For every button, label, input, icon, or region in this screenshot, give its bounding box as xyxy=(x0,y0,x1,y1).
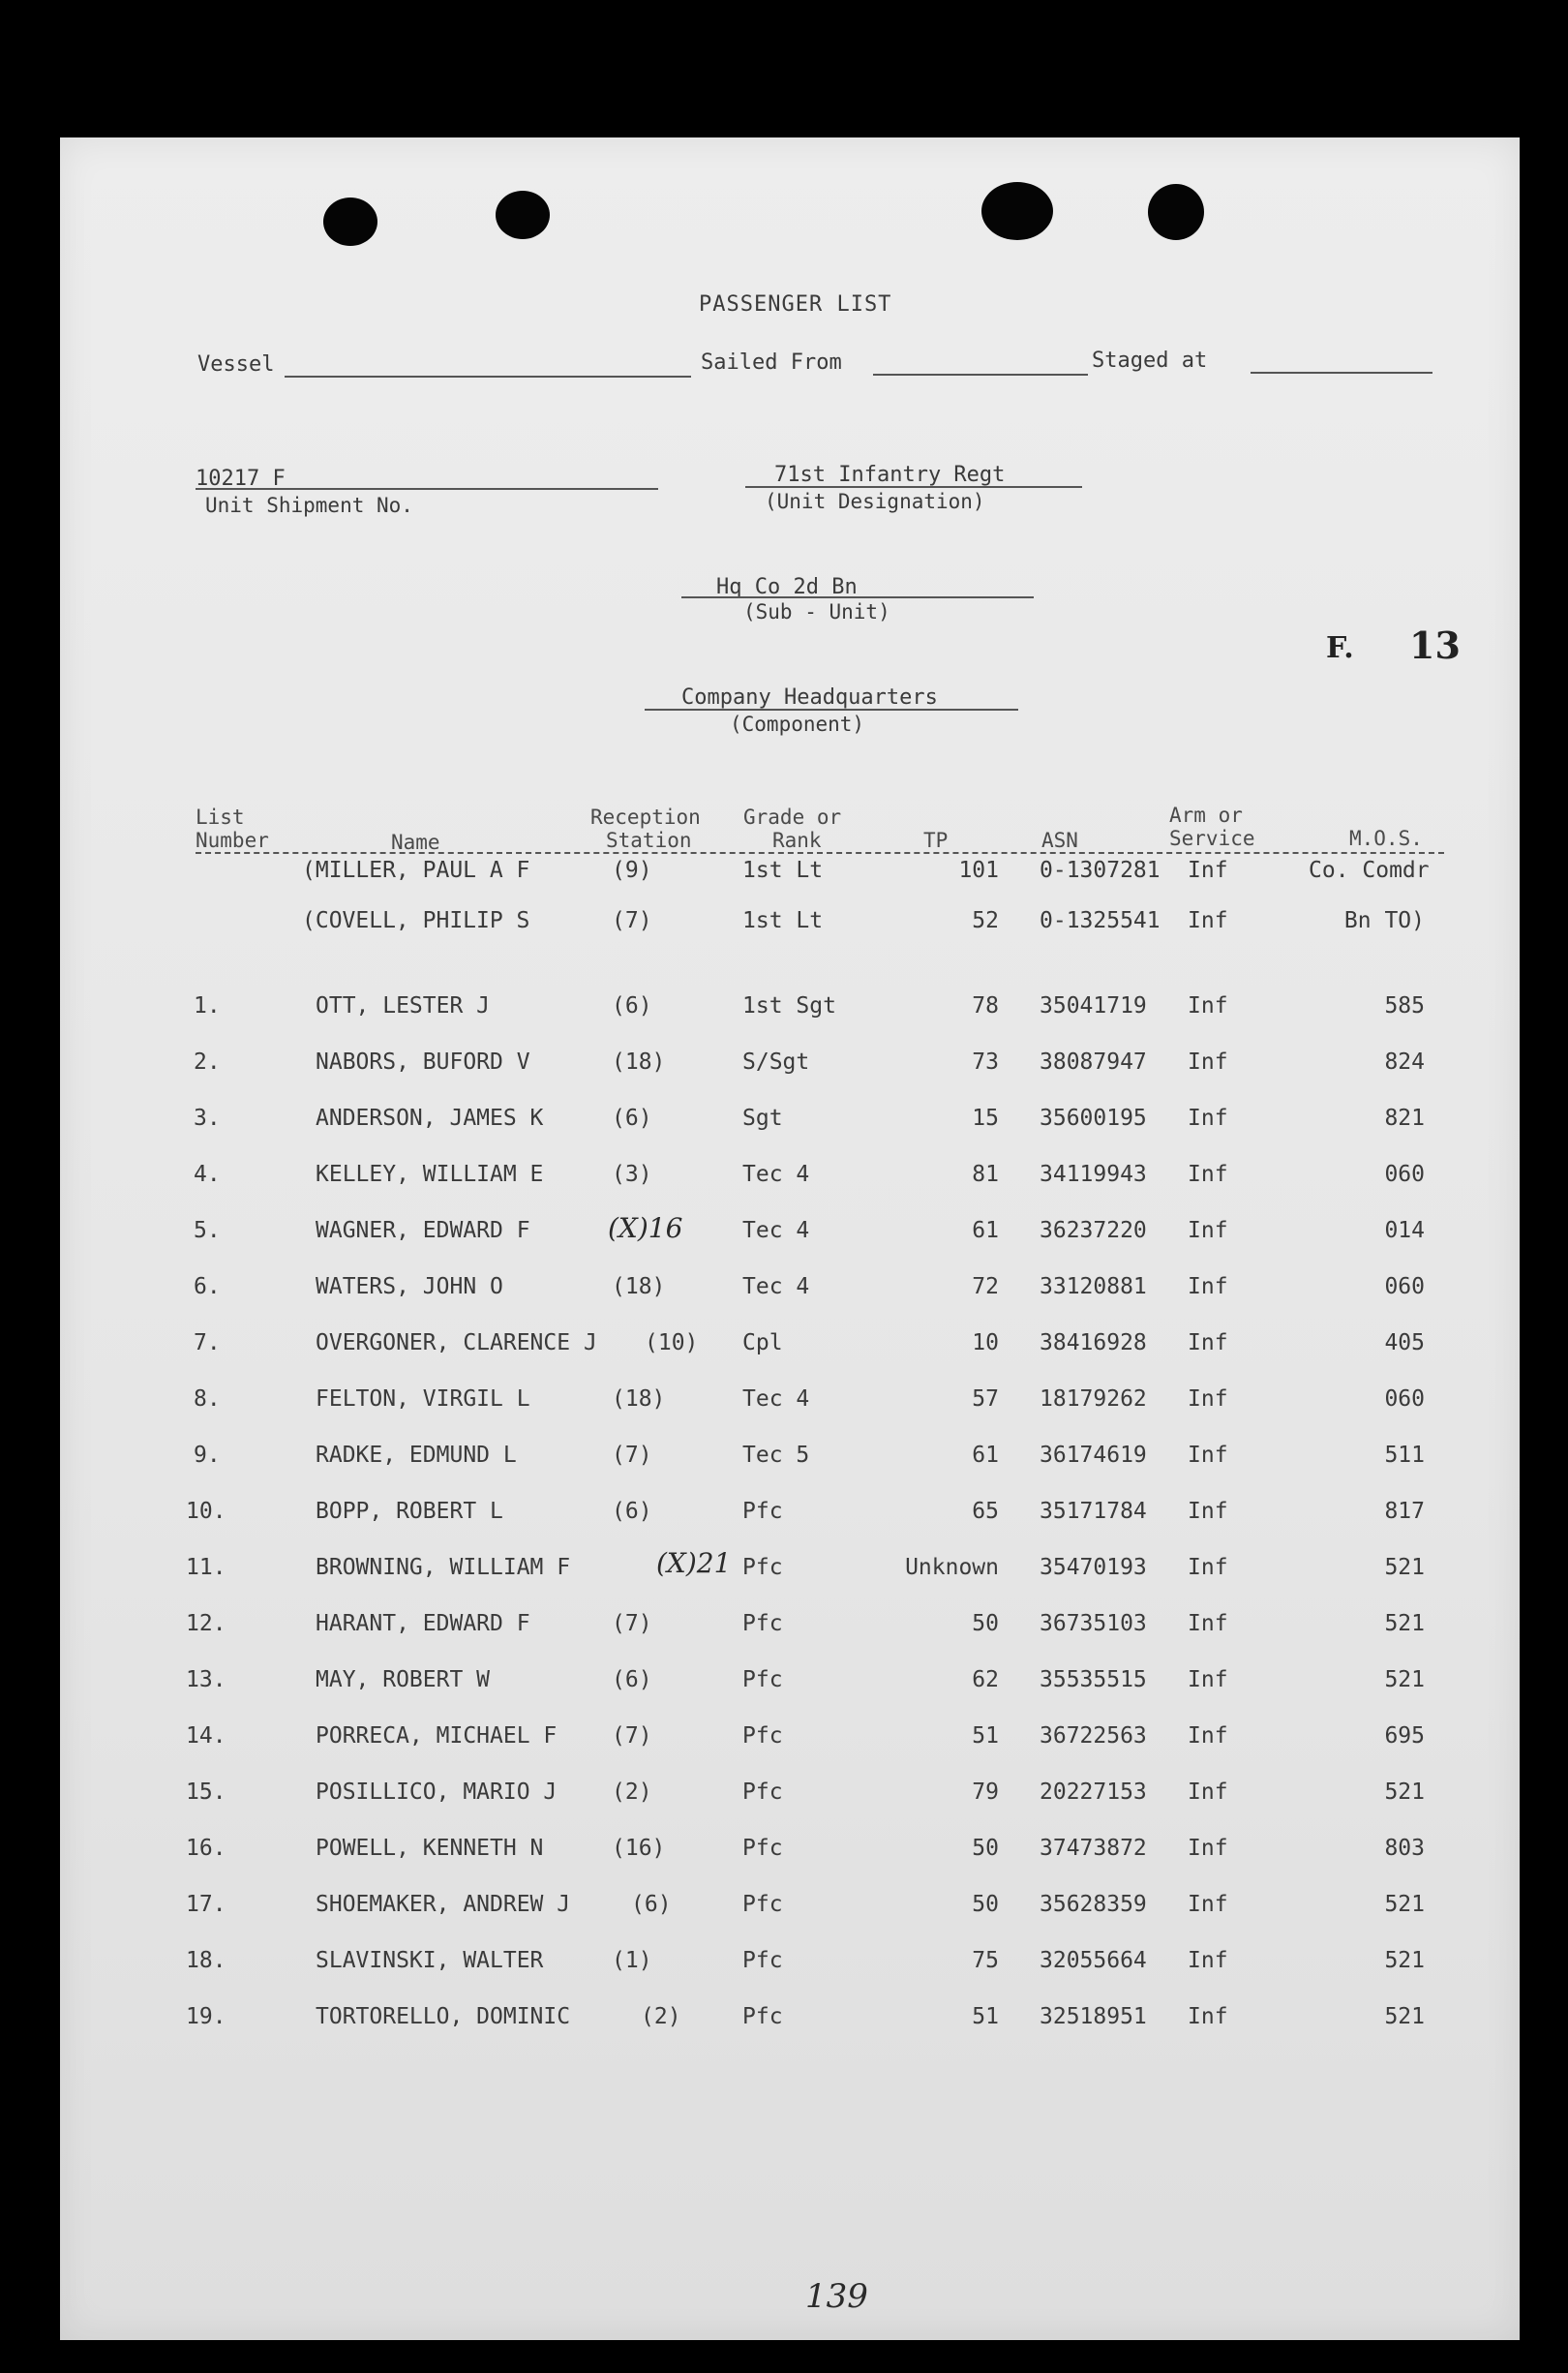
staged-at-line xyxy=(1251,372,1432,374)
col-arm-top: Arm or xyxy=(1169,804,1243,827)
punch-hole xyxy=(496,191,550,239)
col-list-number-bottom: Number xyxy=(196,829,269,852)
vessel-label: Vessel xyxy=(197,352,275,377)
handwritten-mark: (X)16 xyxy=(608,1212,683,1244)
col-asn: ASN xyxy=(1041,829,1078,852)
shipment-number: 10217 F xyxy=(196,467,286,491)
table-row: 5. WAGNER, EDWARD F (X)16 Tec 4 61 36237220 Inf 014 xyxy=(194,1212,1425,1244)
table-row: 3. ANDERSON, JAMES K (6) Sgt 15 35600195 Inf 821 xyxy=(194,1106,1425,1131)
sailed-from-label: Sailed From xyxy=(701,350,842,375)
unit-label: (Unit Designation) xyxy=(765,490,985,513)
component-label: (Component) xyxy=(730,713,865,736)
sub-unit-label: (Sub - Unit) xyxy=(743,600,890,624)
sub-unit-line xyxy=(681,596,1034,598)
document-page xyxy=(60,137,1520,2340)
unit-designation: 71st Infantry Regt xyxy=(774,463,1006,487)
table-row: 12. HARANT, EDWARD F (7) Pfc 50 36735103 Inf 521 xyxy=(186,1611,1425,1636)
punch-hole xyxy=(1148,184,1204,240)
handwritten-mark: (X)21 xyxy=(656,1547,732,1579)
col-name: Name xyxy=(391,831,440,854)
officer-row: (MILLER, PAUL A F (9) 1st Lt 101 0-1307281 Inf Co. Comdr xyxy=(302,858,1430,883)
handwritten-footer: 139 xyxy=(805,2277,868,2316)
table-row: 15. POSILLICO, MARIO J (2) Pfc 79 20227153 Inf 521 xyxy=(186,1780,1425,1805)
table-row: 2. NABORS, BUFORD V (18) S/Sgt 73 38087947 Inf 824 xyxy=(194,1050,1425,1075)
header-underline xyxy=(196,852,1444,854)
table-row: 18. SLAVINSKI, WALTER (1) Pfc 75 32055664 Inf 521 xyxy=(186,1948,1425,1973)
table-row: 8. FELTON, VIRGIL L (18) Tec 4 57 18179262 Inf 060 xyxy=(194,1386,1425,1412)
vessel-line xyxy=(285,376,691,378)
page-mark: F. xyxy=(1326,631,1354,665)
col-grade-top: Grade or xyxy=(743,806,842,829)
col-grade-bottom: Rank xyxy=(772,829,822,852)
staged-at-label: Staged at xyxy=(1092,349,1208,373)
table-row: 1. OTT, LESTER J (6) 1st Sgt 78 35041719 Inf 585 xyxy=(194,993,1425,1019)
table-row: 13. MAY, ROBERT W (6) Pfc 62 35535515 Inf 521 xyxy=(186,1667,1425,1692)
page-title: PASSENGER LIST xyxy=(699,292,892,317)
page-number: 13 xyxy=(1409,624,1461,667)
unit-line xyxy=(745,486,1082,488)
sailed-from-line xyxy=(873,374,1088,376)
table-row: 11. BROWNING, WILLIAM F (X)21 Pfc Unknown 35470193 Inf 521 xyxy=(186,1547,1425,1580)
col-reception-top: Reception xyxy=(590,806,701,829)
col-arm-bottom: Service xyxy=(1169,827,1255,850)
shipment-line xyxy=(196,488,658,490)
table-row: 14. PORRECA, MICHAEL F (7) Pfc 51 36722563 Inf 695 xyxy=(186,1723,1425,1749)
table-row: 16. POWELL, KENNETH N (16) Pfc 50 37473872 Inf 803 xyxy=(186,1836,1425,1861)
col-mos: M.O.S. xyxy=(1349,827,1423,850)
table-row: 4. KELLEY, WILLIAM E (3) Tec 4 81 34119943 Inf 060 xyxy=(194,1162,1425,1187)
table-row: 17. SHOEMAKER, ANDREW J (6) Pfc 50 35628359 Inf 521 xyxy=(186,1892,1425,1917)
col-reception-bottom: Station xyxy=(606,829,692,852)
officer-row: (COVELL, PHILIP S (7) 1st Lt 52 0-1325541 Inf Bn TO) xyxy=(302,908,1425,933)
punch-hole xyxy=(323,198,377,246)
table-row: 9. RADKE, EDMUND L (7) Tec 5 61 36174619 Inf 511 xyxy=(194,1443,1425,1468)
col-list-number-top: List xyxy=(196,806,245,829)
table-row: 19. TORTORELLO, DOMINIC (2) Pfc 51 32518951 Inf 521 xyxy=(186,2004,1425,2029)
table-row: 7. OVERGONER, CLARENCE J (10) Cpl 10 38416928 Inf 405 xyxy=(194,1330,1425,1355)
table-row: 10. BOPP, ROBERT L (6) Pfc 65 35171784 Inf 817 xyxy=(186,1499,1425,1524)
component-line xyxy=(645,709,1018,711)
shipment-label: Unit Shipment No. xyxy=(205,494,413,517)
col-tp: TP xyxy=(923,829,949,852)
table-row: 6. WATERS, JOHN O (18) Tec 4 72 33120881 Inf 060 xyxy=(194,1274,1425,1299)
component: Company Headquarters xyxy=(681,685,938,710)
punch-hole xyxy=(981,182,1053,240)
sub-unit: Hq Co 2d Bn xyxy=(716,575,858,599)
